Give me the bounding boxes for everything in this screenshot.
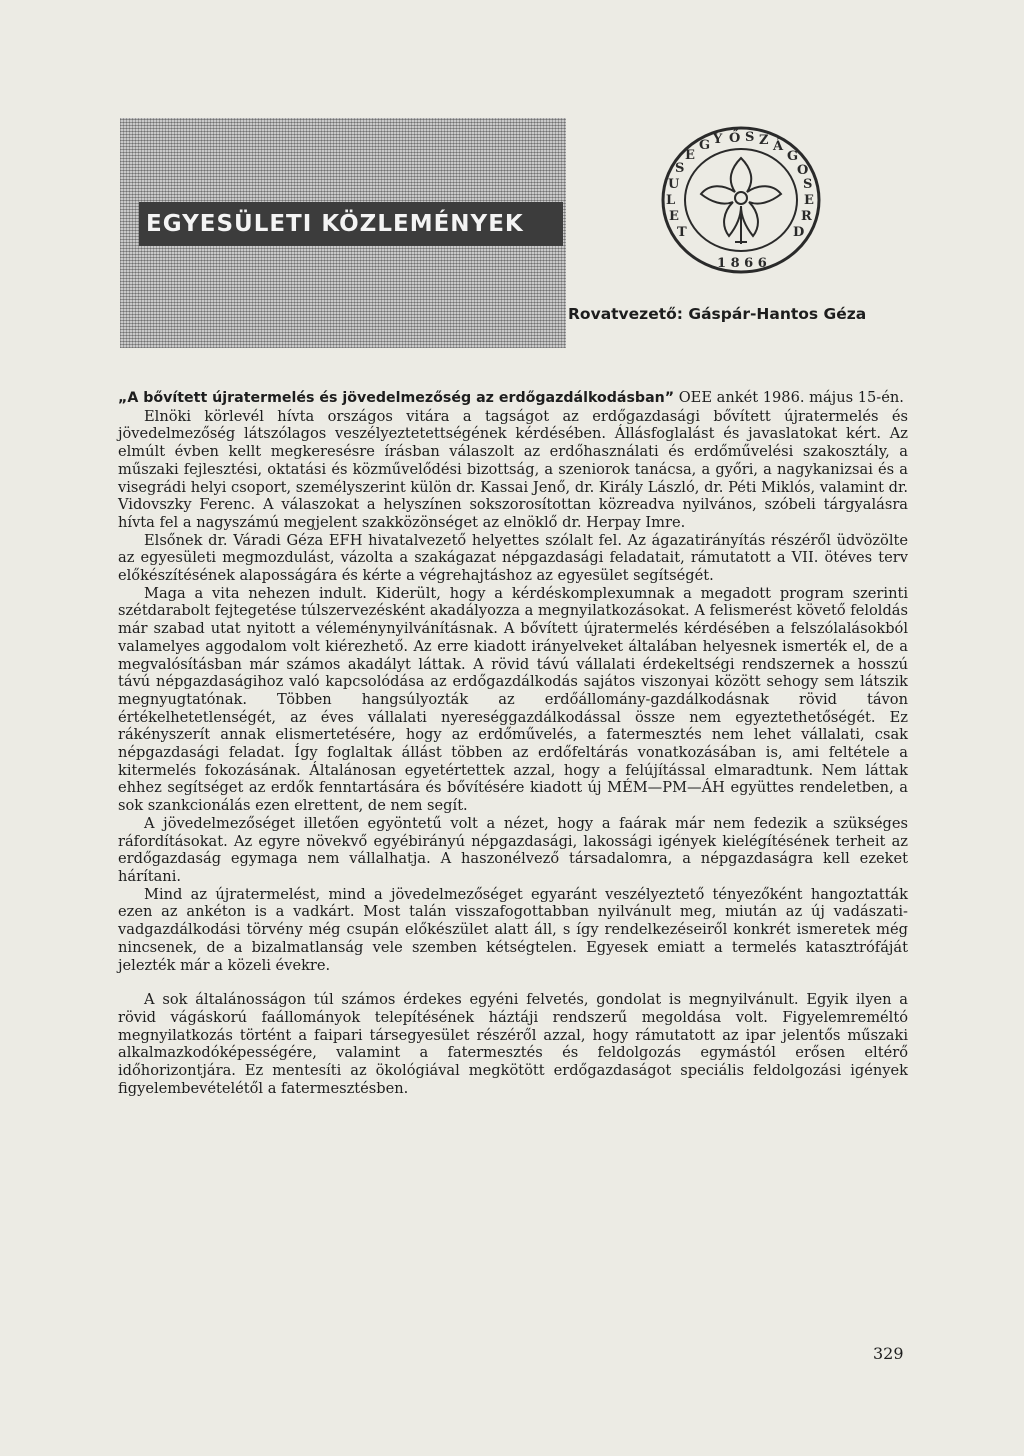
paragraph: Elnöki körlevél hívta országos vitára a tagságot az erdőgazdasági bővített újratermelés és jövedelmezőség látszólagos veszélyeztetettségének kérdésében. Állásfoglalást és javaslatokat kért. Az elmúlt évben kellt megkeresésre írásban válaszolt az erdőhasználati és erdőművelési szakosztály, a műszaki fejlesztési, oktatási és közművelődési bizottság, a szeniorok tanácsa, a győri, a nagykanizsai és a visegrádi helyi csoport, személyszerint külön dr. Kassai Jenő, dr. Király László, dr. Péti Miklós, valamint dr. Vidovszky Ferenc. A válaszokat a helyszínen sokszorosítottan közreadva nyilvános, szóbeli tárgyalásra hívta fel a nagyszámú megjelent szakközönséget az elnöklő dr. Herpay Imre. <box>118 407 908 531</box>
paragraph: A sok általánosságon túl számos érdekes egyéni felvetés, gondolat is megnyilvánult. Egyik ilyen a rövid vágáskorú faállományok telepítésének háztáji rendszerű megoldása volt. Figyelemreméltó megnyilatkozás történt a faipari társegyesület részéről azzal, hogy rámutatott az ipar jelentős műszaki alkalmazkodóképességére, valamint a fatermesztés és feldolgozás egymástól erősen eltérő időhorizontjára. Ez mentesíti az ökológiával megkötött erdőgazdaságot speciális feldolgozási igények figyelembevételétől a fatermesztésben. <box>118 991 908 1097</box>
article-title: „A bővített újratermelés és jövedelmezőség az erdőgazdálkodásban” <box>118 390 675 406</box>
svg-text:S: S <box>803 177 813 192</box>
svg-text:S: S <box>675 161 685 176</box>
section-title: EGYESÜLETI KÖZLEMÉNYEK <box>139 202 563 246</box>
svg-text:G: G <box>787 149 799 164</box>
svg-text:S: S <box>745 130 755 145</box>
svg-text:E: E <box>804 193 814 208</box>
svg-text:E: E <box>685 148 695 163</box>
svg-text:R: R <box>801 209 812 224</box>
svg-text:1 8 6 6: 1 8 6 6 <box>717 256 767 271</box>
paragraph: Maga a vita nehezen indult. Kiderült, hogy a kérdéskomplexumnak a megadott program szerinti szétdarabolt fejtegetése túlszervezésként akadályozza a megnyilatkozásokat. A felismerést követő feloldás már szabad utat nyitott a véleménynyilvánításnak. A bővített újratermelés kérdésében a felszólalásokból valamelyes aggodalom volt kiérezhető. Az erre kiadott irányelveket általában helyesnek ismerték el, de a megvalósításban már számos akadályt láttak. A rövid távú vállalati érdekeltségi rendszernek a hosszú távú népgazdaságihoz való kapcsolódása az erdőgazdálkodás sajátos viszonyai között sehogy sem látszik megnyugtatónak. Többen hangsúlyozták az erdőállomány-gazdálkodásnak rövid távon értékelhetetlenségét, az éves vállalati nyereséggazdálkodással össze nem egyeztethetőségét. Ez rákényszerít annak elismertetésére, hogy az erdőművelés, a fatermesztés nem lehet vállalati, csak népgazdasági feladat. Így foglaltak állást többen az erdőfeltárás vonatkozásában is, ami feltétele a kitermelés fokozásának. Általánosan egyetértettek azzal, hogy a felújítással elmaradtunk. Nem láttak ehhez segítséget az erdők fenntartására és bővítésére kiadott új MÉM—PM—ÁH együttes rendeletben, a sok szankcionálás ezen elrettent, de nem segít. <box>118 584 908 815</box>
svg-text:Ő: Ő <box>729 131 741 146</box>
svg-text:Á: Á <box>773 139 784 154</box>
article-subtitle: OEE ankét 1986. május 15-én. <box>674 389 904 406</box>
svg-text:G: G <box>699 138 711 153</box>
svg-text:L: L <box>666 193 676 208</box>
svg-text:Y: Y <box>713 132 723 147</box>
paragraph: Mind az újratermelést, mind a jövedelmezőséget egyaránt veszélyeztető tényezőként hangoztatták ezen az ankéton is a vadkárt. Most talán visszafogottabban nyilvánult meg, miután az új vadászati-vadgazdálkodási törvény még csupán előkészület alatt áll, s így rendelkezéseiről konkrét ismeretek még nincsenek, de a bizalmatlanság vele szemben kétségtelen. Egyesek emiatt a termelés katasztrófáját jelezték már a közeli évekre. <box>118 885 908 974</box>
svg-text:U: U <box>668 177 680 192</box>
article-heading <box>118 389 908 408</box>
svg-text:O: O <box>797 163 809 178</box>
svg-text:Z: Z <box>759 133 769 148</box>
svg-text:T: T <box>677 225 687 240</box>
svg-text:E: E <box>669 209 679 224</box>
paragraph: A jövedelmezőséget illetően egyöntetű volt a nézet, hogy a faárak már nem fedezik a szükséges ráfordításokat. Az egyre növekvő egyébirányú népgazdasági, lakossági igények kielégítésének terheit az erdőgazdaság egymaga nem vállalhatja. A haszonélvező társadalomra, a népgazdaságra kell ezeket hárítani. <box>118 814 908 885</box>
column-editor: Rovatvezető: Gáspár-Hantos Géza <box>568 305 867 323</box>
page-number: 329 <box>873 1344 904 1363</box>
svg-text:D: D <box>793 225 805 240</box>
paragraph: Elsőnek dr. Váradi Géza EFH hivatalvezető helyettes szólalt fel. Az ágazatirányítás részéről üdvözölte az egyesületi megmozdulást, vázolta a szakágazat népgazdasági feladatait, rámutatott a VII. ötéves terv előkészítésének alaposságára és kérte a végrehajtáshoz az egyesület segítségét. <box>118 531 908 585</box>
society-emblem-icon <box>655 122 825 277</box>
article-body <box>118 389 908 1097</box>
